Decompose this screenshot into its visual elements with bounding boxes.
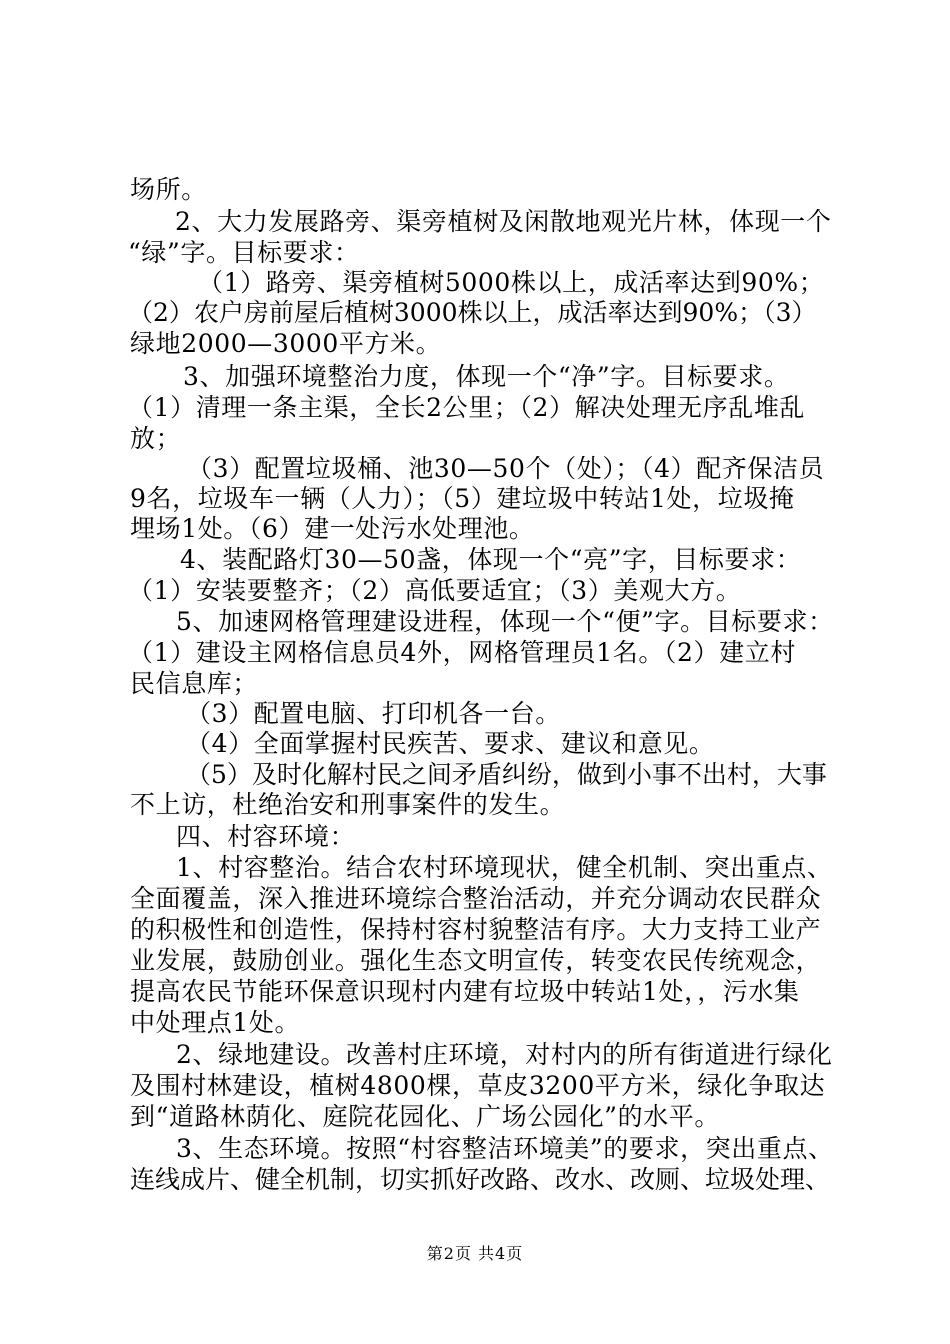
text-line: 的积极性和创造性，保持村容村貌整洁有序。大力支持工业产 xyxy=(130,915,822,944)
text-line: （1）安装要整齐；（2）高低要适宜；（3）美观大方。 xyxy=(128,576,742,605)
text-line: 中处理点1处。 xyxy=(130,1008,301,1037)
text-line: 绿地2000—3000平方米。 xyxy=(130,329,442,358)
text-line: （1）建设主网格信息员4外，网格管理员1名。（2）建立村 xyxy=(128,638,796,667)
section-heading: 四、村容环境： xyxy=(176,822,356,851)
text-line: （2）农户房前屋后植树3000株以上，成活率达到90%；（3） xyxy=(128,298,817,327)
text-line: （3）配置电脑、打印机各一台。 xyxy=(186,699,561,728)
text-line: （3）配置垃圾桶、池30—50个（处）；（4）配齐保洁员 xyxy=(187,454,825,483)
text-line: 5、加速网格管理建设进程，体现一个“便”字。目标要求： xyxy=(176,607,834,636)
text-line: 到“道路林荫化、庭院花园化、广场公园化”的水平。 xyxy=(130,1102,720,1131)
text-line: 不上访，杜绝治安和刑事案件的发生。 xyxy=(130,790,566,819)
text-line: 3、生态环境。按照“村容整洁环境美”的要求，突出重点、 xyxy=(176,1134,834,1163)
text-line: 及围村林建设，植树4800棵，草皮3200平方米，绿化争取达 xyxy=(130,1071,826,1100)
text-line: 2、绿地建设。改善村庄环境，对村内的所有街道进行绿化 xyxy=(176,1040,833,1069)
text-line: 2、大力发展路旁、渠旁植树及闲散地观光片林，体现一个 xyxy=(175,207,832,236)
text-line: 全面覆盖，深入推进环境综合整治活动，并充分调动农民群众 xyxy=(130,884,822,913)
text-line: （1）路旁、渠旁植树5000株以上，成活率达到90%； xyxy=(198,268,825,297)
text-line: “绿”字。目标要求： xyxy=(128,238,360,267)
text-line: 1、村容整治。结合农村环境现状，健全机制、突出重点、 xyxy=(176,853,833,882)
text-line: 提高农民节能环保意识现村内建有垃圾中转站1处，，污水集 xyxy=(130,977,800,1006)
text-line: 放； xyxy=(130,424,182,453)
text-line: 9名，垃圾车一辆（人力）；（5）建垃圾中转站1处，垃圾掩 xyxy=(130,484,795,513)
text-line: 业发展，鼓励创业。强化生态文明宣传，转变农民传统观念， xyxy=(130,946,822,975)
text-line: （1）清理一条主渠，全长2公里；（2）解决处理无序乱堆乱 xyxy=(128,393,806,422)
page-footer: 第2页 共4页 xyxy=(426,1244,524,1263)
text-line: 埋场1处。（6）建一处污水处理池。 xyxy=(130,514,535,543)
text-line: 场所。 xyxy=(130,175,207,204)
text-line: 3、加强环境整治力度，体现一个“净”字。目标要求。 xyxy=(183,362,790,391)
text-line: 连线成片、健全机制，切实抓好改路、改水、改厕、垃圾处理、 xyxy=(130,1165,831,1194)
text-line: （4）全面掌握村民疾苦、要求、建议和意见。 xyxy=(186,729,715,758)
text-line: （5）及时化解村民之间矛盾纠纷，做到小事不出村，大事 xyxy=(186,760,827,789)
text-line: 4、装配路灯30—50盏，体现一个“亮”字，目标要求： xyxy=(180,545,802,574)
text-line: 民信息库； xyxy=(130,669,259,698)
